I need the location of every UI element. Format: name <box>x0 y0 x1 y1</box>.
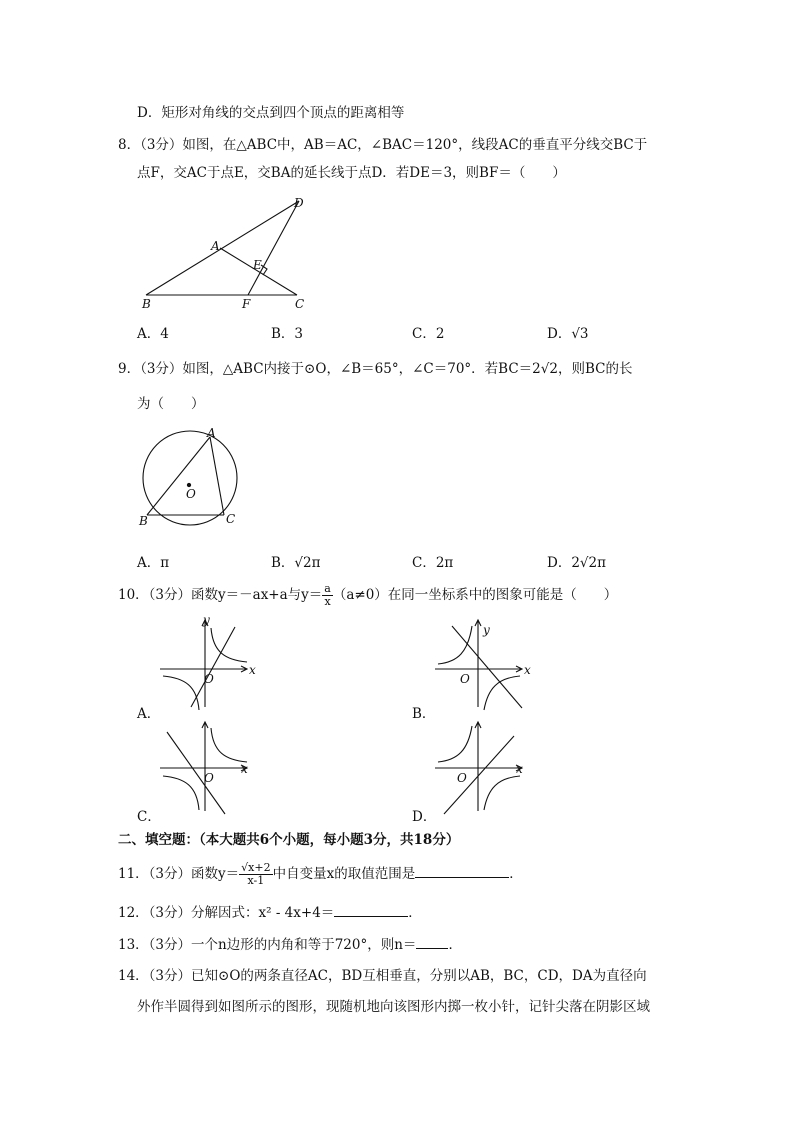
q8-option-d: D．√3 <box>547 326 589 342</box>
q13-answer-blank[interactable] <box>416 934 448 949</box>
line-graph <box>452 626 522 708</box>
hyperbola-q3 <box>163 676 199 710</box>
q9-option-c: C．2π <box>412 555 454 571</box>
q10-frac-den: x <box>324 595 331 608</box>
label-c: C <box>226 512 236 526</box>
label-b: B <box>142 297 151 311</box>
q8-triangle-figure <box>136 192 336 312</box>
label-a: A <box>207 426 216 440</box>
q9-option-a: A．π <box>137 555 170 571</box>
label-e: E <box>253 258 262 272</box>
q12-answer-blank[interactable] <box>334 902 408 917</box>
q8-option-c: C．2 <box>412 326 445 342</box>
label-a: A <box>211 239 220 253</box>
origin-label: O <box>204 672 214 686</box>
q11-text-pre: 11．（3分）函数y＝ <box>118 866 240 882</box>
q14-stem-line2: 外作半圆得到如图所示的图形，现随机地向该图形内掷一枚小针，记针尖落在阴影区域 <box>137 999 650 1015</box>
q9-option-b: B．√2π <box>271 555 321 571</box>
origin-label: O <box>204 771 214 785</box>
q13-text-end: ． <box>448 937 462 953</box>
q11-text-end: ． <box>509 866 523 882</box>
segment-bd <box>146 201 299 295</box>
q10-graph-b <box>430 612 540 712</box>
label-o: O <box>186 487 196 501</box>
line-graph <box>444 736 514 814</box>
hyperbola-q2 <box>438 726 472 762</box>
q10-graph-a <box>155 612 265 712</box>
y-label: y <box>203 613 210 627</box>
q11-answer-blank[interactable] <box>415 863 509 878</box>
q7-option-d: D．矩形对角线的交点到四个顶点的距离相等 <box>137 105 405 121</box>
q11-frac-den: x-1 <box>247 874 265 887</box>
q12-text-end: ． <box>408 905 422 921</box>
x-label: x <box>516 762 523 776</box>
hyperbola-q1 <box>211 628 247 662</box>
q13-stem <box>118 934 462 955</box>
x-label: x <box>241 762 248 776</box>
hyperbola-q4 <box>484 776 520 810</box>
q9-stem-line1: 9．（3分）如图，△ABC内接于⊙O，∠B＝65°，∠C＝70°．若BC＝2√2，则BC的长 <box>118 361 633 377</box>
segment-ac <box>210 437 224 515</box>
q12-stem <box>118 902 422 923</box>
q11-stem <box>118 862 523 887</box>
q14-stem-line1: 14．（3分）已知⊙O的两条直径AC，BD互相垂直，分别以AB，BC，CD，DA为直径向 <box>118 968 647 984</box>
origin-label: O <box>457 771 467 785</box>
q8-option-b: B．3 <box>271 326 304 342</box>
q8-option-a: A．4 <box>137 326 169 342</box>
q9-option-d: D．2√2π <box>547 555 606 571</box>
label-c: C <box>295 297 305 311</box>
q10-text-pre: 10．（3分）函数y＝－ax+a与y＝ <box>118 587 323 603</box>
segment-ab <box>147 437 210 515</box>
q10-frac-num: a <box>324 582 331 595</box>
line-graph <box>167 732 225 814</box>
q9-stem-line2: 为（ ） <box>137 396 205 412</box>
q11-fraction <box>239 862 272 887</box>
q8-stem-line2: 点F，交AC于点E，交BA的延长线于点D．若DE＝3，则BF＝（ ） <box>137 165 566 181</box>
q10-option-c: C． <box>137 809 161 825</box>
label-f: F <box>242 297 251 311</box>
label-d: D <box>294 196 304 210</box>
hyperbola-q3 <box>163 776 199 810</box>
q10-text-post: （a≠0）在同一坐标系中的图象可能是（ ） <box>332 587 618 603</box>
q10-graph-c <box>155 716 265 816</box>
q12-text-pre: 12．（3分）分解因式：x² - 4x+4＝ <box>118 905 335 921</box>
y-label: y <box>483 623 490 637</box>
x-label: x <box>524 663 531 677</box>
q10-stem <box>118 583 617 608</box>
origin-label: O <box>460 672 470 686</box>
q13-text-pre: 13．（3分）一个n边形的内角和等于720°，则n＝ <box>118 937 417 953</box>
q10-option-b: B． <box>412 706 436 722</box>
hyperbola-q1 <box>211 728 247 762</box>
hyperbola-q2 <box>438 626 472 664</box>
q10-fraction <box>322 583 333 608</box>
q11-text-post: 中自变量x的取值范围是 <box>272 866 416 882</box>
q9-circle-figure <box>135 425 255 535</box>
x-label: x <box>249 663 256 677</box>
section-2-title: 二、填空题：（本大题共6个小题，每小题3分，共18分） <box>118 832 460 848</box>
q11-frac-num: √x+2 <box>241 861 271 874</box>
label-b: B <box>139 514 148 528</box>
q10-graph-d <box>430 716 540 816</box>
q10-option-a: A． <box>137 706 161 722</box>
q8-stem-line1: 8．（3分）如图，在△ABC中，AB＝AC，∠BAC＝120°，线段AC的垂直平分线交BC于 <box>118 137 648 153</box>
hyperbola-q4 <box>484 676 520 710</box>
q10-option-d: D． <box>412 809 437 825</box>
